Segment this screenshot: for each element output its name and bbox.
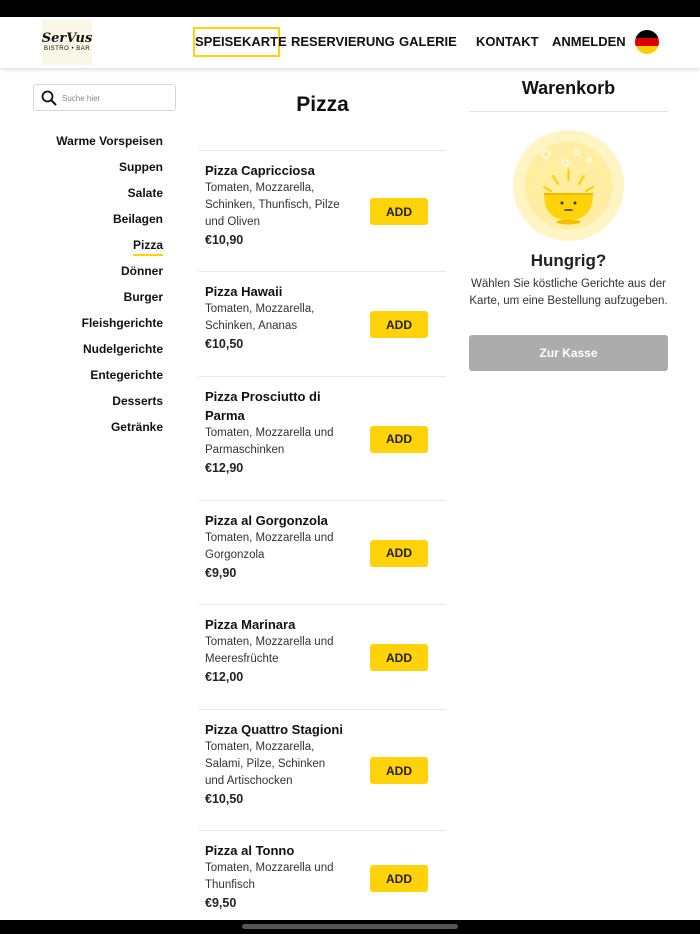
category-entegerichte[interactable]: Entegerichte xyxy=(90,368,163,382)
menu-item-name: Pizza Marinara xyxy=(205,617,296,632)
add-button[interactable]: ADD xyxy=(370,198,428,225)
menu-item xyxy=(199,150,446,271)
menu-item-name: Pizza al Tonno xyxy=(205,843,295,858)
category-nudelgerichte[interactable]: Nudelgerichte xyxy=(82,342,163,356)
category-desserts[interactable]: Desserts xyxy=(112,394,163,408)
add-button[interactable]: ADD xyxy=(370,865,428,892)
add-button[interactable]: ADD xyxy=(370,540,428,567)
cart-divider xyxy=(469,111,668,112)
menu-item-list xyxy=(199,150,446,925)
cart-empty-heading: Hungrig? xyxy=(530,251,607,270)
menu-item xyxy=(199,500,446,604)
menu-item-description: Tomaten, Mozzarella, Salami, Pilze, Schinken und Artischocken xyxy=(205,741,326,787)
menu-item-price: €10,50 xyxy=(205,792,244,806)
home-indicator-area xyxy=(0,920,700,934)
hungry-bowl-icon xyxy=(513,130,624,241)
menu-item-description: Tomaten, Mozzarella, Schinken, Thunfisch, Pilze und Oliven xyxy=(205,182,340,228)
category-pizza[interactable]: Pizza xyxy=(20,232,163,258)
search-box xyxy=(33,84,176,111)
menu-item xyxy=(199,830,446,925)
section-title: Pizza xyxy=(296,93,349,116)
logo-script-text: SerVus xyxy=(41,30,93,46)
add-button[interactable]: ADD xyxy=(370,426,428,453)
nav-galerie[interactable]: GALERIE xyxy=(399,34,457,49)
menu-item-name: Pizza Capricciosa xyxy=(205,163,315,178)
menu-item-price: €10,50 xyxy=(205,337,244,351)
menu-item xyxy=(199,376,446,500)
menu-item xyxy=(199,709,446,830)
brand-logo[interactable] xyxy=(42,19,92,65)
menu-item-price: €12,00 xyxy=(205,670,244,684)
category-getraenke[interactable]: Getränke xyxy=(110,420,163,434)
cart-title: Warenkorb xyxy=(521,78,616,98)
menu-item-description: Tomaten, Mozzarella und Gorgonzola xyxy=(205,532,334,561)
status-bar xyxy=(0,0,700,17)
menu-item-description: Tomaten, Mozzarella und Parmaschinken xyxy=(205,427,334,456)
category-fleishgerichte[interactable]: Fleishgerichte xyxy=(81,316,163,330)
menu-item-price: €9,50 xyxy=(205,896,237,910)
checkout-button[interactable]: Zur Kasse xyxy=(469,335,668,371)
menu-item-description: Tomaten, Mozzarella und Meeresfrüchte xyxy=(205,636,334,665)
menu-item xyxy=(199,604,446,709)
search-icon[interactable] xyxy=(41,90,57,106)
menu-item-name: Pizza Prosciutto di Parma xyxy=(205,389,321,423)
top-navbar xyxy=(0,17,700,68)
category-list xyxy=(20,128,163,440)
nav-reservierung[interactable]: RESERVIERUNG xyxy=(291,34,395,49)
add-button[interactable]: ADD xyxy=(370,311,428,338)
home-indicator[interactable] xyxy=(242,924,458,929)
menu-item-price: €12,90 xyxy=(205,461,244,475)
category-doenner[interactable]: Dönner xyxy=(121,264,163,278)
logo-subtitle: BISTRO • BAR xyxy=(43,45,91,52)
category-salate[interactable]: Salate xyxy=(127,186,163,200)
menu-item-description: Tomaten, Mozzarella, Schinken, Ananas xyxy=(205,303,315,332)
add-button[interactable]: ADD xyxy=(370,757,428,784)
nav-speisekarte[interactable]: SPEISEKARTE xyxy=(193,27,280,57)
search-input[interactable] xyxy=(62,88,170,108)
menu-item-name: Pizza Hawaii xyxy=(205,284,283,299)
menu-item-price: €9,90 xyxy=(205,566,237,580)
category-burger[interactable]: Burger xyxy=(123,290,163,304)
cart-empty-text: Wählen Sie köstliche Gerichte aus der Karte, um eine Bestellung aufzugeben. xyxy=(469,278,668,307)
category-warme-vorspeisen[interactable]: Warme Vorspeisen xyxy=(56,134,163,148)
category-suppen[interactable]: Suppen xyxy=(119,160,163,174)
category-beilagen[interactable]: Beilagen xyxy=(112,212,163,226)
menu-item xyxy=(199,271,446,376)
menu-item-price: €10,90 xyxy=(205,233,244,247)
nav-anmelden[interactable]: ANMELDEN xyxy=(552,34,626,49)
nav-kontakt[interactable]: KONTAKT xyxy=(476,34,539,49)
menu-item-name: Pizza al Gorgonzola xyxy=(205,513,328,528)
menu-item-name: Pizza Quattro Stagioni xyxy=(205,722,343,737)
germany-flag-icon[interactable] xyxy=(635,30,659,54)
add-button[interactable]: ADD xyxy=(370,644,428,671)
menu-item-description: Tomaten, Mozzarella und Thunfisch xyxy=(205,862,334,891)
